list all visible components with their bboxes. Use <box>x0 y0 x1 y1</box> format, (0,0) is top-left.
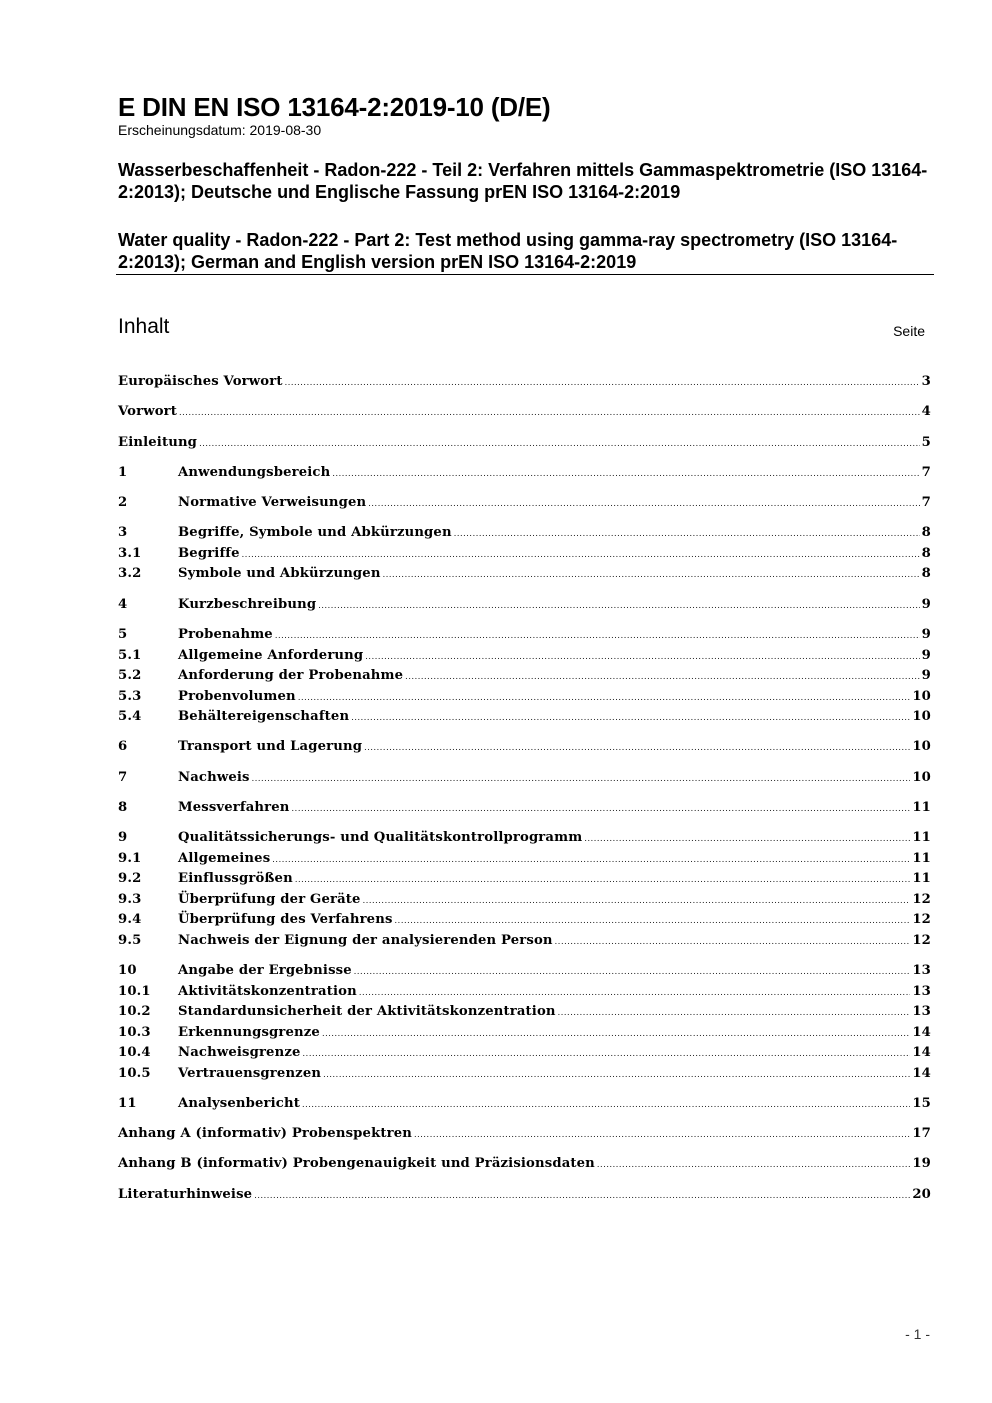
toc-entry-page[interactable]: 13 <box>912 983 931 999</box>
toc-dot-leader <box>252 769 911 790</box>
toc-dot-leader <box>298 688 911 709</box>
publication-date: Erscheinungsdatum: 2019-08-30 <box>118 122 322 138</box>
toc-entry-number: 9.1 <box>118 850 142 866</box>
toc-entry-title[interactable]: Nachweis <box>178 769 250 785</box>
toc-dot-leader <box>354 962 911 983</box>
toc-entry-title[interactable]: Analysenbericht <box>178 1095 300 1111</box>
toc-entry[interactable] <box>118 931 931 952</box>
toc-dot-leader <box>555 932 911 953</box>
toc-entry[interactable] <box>118 828 931 849</box>
toc-entry-page[interactable]: 9 <box>921 647 931 663</box>
toc-entry-number: 10.2 <box>118 1004 151 1020</box>
toc-dot-leader <box>179 403 920 424</box>
toc-entry[interactable] <box>118 666 931 687</box>
toc-heading: Inhalt <box>118 315 170 338</box>
toc-dot-leader <box>199 434 920 455</box>
toc-entry[interactable] <box>118 890 931 911</box>
toc-entry[interactable] <box>118 1064 931 1085</box>
toc-dot-leader <box>365 647 919 668</box>
toc-entry[interactable] <box>118 595 931 616</box>
toc-entry-page[interactable]: 5 <box>921 434 931 450</box>
toc-entry-number: 10.5 <box>118 1065 151 1081</box>
toc-entry-number: 10 <box>118 963 137 979</box>
toc-entry-number: 3 <box>118 525 128 541</box>
toc-entry-number: 8 <box>118 799 128 815</box>
toc-entry-page[interactable]: 8 <box>921 566 931 582</box>
toc-entry-title[interactable]: Einleitung <box>118 434 198 450</box>
toc-entry-title[interactable]: Standardunsicherheit der Aktivitätskonzentration <box>178 1004 556 1020</box>
toc-entry[interactable] <box>118 523 931 544</box>
toc-entry[interactable] <box>118 687 931 708</box>
toc-entry-number: 3.1 <box>118 545 142 561</box>
toc-entry-page[interactable]: 11 <box>912 871 931 887</box>
toc-entry[interactable] <box>118 625 931 646</box>
toc-entry[interactable] <box>118 737 931 758</box>
toc-entry-title[interactable]: Anhang B (informativ) Probengenauigkeit und Präzisionsdaten <box>118 1156 595 1172</box>
toc-dot-leader <box>363 891 911 912</box>
toc-entry[interactable] <box>118 1124 931 1145</box>
toc-dot-leader <box>272 850 910 871</box>
toc-entry-number: 5.2 <box>118 668 142 684</box>
toc-entry-page[interactable]: 12 <box>912 932 931 948</box>
toc-entry[interactable] <box>118 493 931 514</box>
page-number: - 1 - <box>905 1326 930 1342</box>
toc-entry-page[interactable]: 14 <box>912 1065 931 1081</box>
document-id-title: E DIN EN ISO 13164-2:2019-10 (D/E) <box>118 92 551 122</box>
toc-entry-number: 5.3 <box>118 688 142 704</box>
toc-entry-title[interactable]: Einflussgrößen <box>178 871 293 887</box>
table-of-contents <box>118 372 931 1205</box>
toc-entry-page[interactable]: 14 <box>912 1024 931 1040</box>
toc-entry[interactable] <box>118 768 931 789</box>
toc-dot-leader <box>242 545 920 566</box>
toc-dot-leader <box>332 464 919 485</box>
toc-entry-page[interactable]: 4 <box>921 404 931 420</box>
toc-entry-page[interactable]: 10 <box>912 739 931 755</box>
toc-entry-number: 9.3 <box>118 891 142 907</box>
toc-entry-title[interactable]: Symbole und Abkürzungen <box>178 566 381 582</box>
toc-dot-leader <box>558 1003 911 1024</box>
toc-entry-number: 5.4 <box>118 709 142 725</box>
toc-entry-number: 9.4 <box>118 912 142 928</box>
toc-entry-title[interactable]: Allgemeine Anforderung <box>178 647 364 663</box>
german-title: Wasserbeschaffenheit - Radon-222 - Teil 2: Verfahren mittels Gammaspektrometrie (ISO 13164-2:2013); Deutsche und Englische Fassung prEN ISO 13164-2:2019 <box>118 160 928 202</box>
toc-entry-number: 6 <box>118 739 128 755</box>
toc-dot-leader <box>359 983 911 1004</box>
toc-entry-number: 10.3 <box>118 1024 151 1040</box>
toc-dot-leader <box>275 626 920 647</box>
toc-entry-number: 4 <box>118 596 128 612</box>
toc-dot-leader <box>364 738 910 759</box>
toc-entry[interactable] <box>118 910 931 931</box>
toc-entry-number: 9 <box>118 830 128 846</box>
toc-entry-number: 5.1 <box>118 647 142 663</box>
toc-entry-title[interactable]: Angabe der Ergebnisse <box>178 963 352 979</box>
toc-entry-page[interactable]: 11 <box>912 799 931 815</box>
toc-entry-page[interactable]: 13 <box>912 963 931 979</box>
toc-entry-number: 10.4 <box>118 1045 151 1061</box>
toc-entry-number: 11 <box>118 1095 137 1111</box>
toc-entry[interactable] <box>118 402 931 423</box>
toc-entry-title[interactable]: Behältereigenschaften <box>178 709 350 725</box>
toc-dot-leader <box>295 870 911 891</box>
toc-entry-page[interactable]: 9 <box>921 596 931 612</box>
toc-entry-page[interactable]: 8 <box>921 545 931 561</box>
toc-entry-page[interactable]: 13 <box>912 1004 931 1020</box>
toc-dot-leader <box>597 1155 910 1176</box>
toc-entry[interactable] <box>118 1094 931 1115</box>
toc-entry-title[interactable]: Anwendungsbereich <box>178 464 331 480</box>
toc-dot-leader <box>368 494 919 515</box>
toc-entry-page[interactable]: 11 <box>912 850 931 866</box>
toc-entry-title[interactable]: Qualitätssicherungs- und Qualitätskontrollprogramm <box>178 830 583 846</box>
toc-entry[interactable] <box>118 869 931 890</box>
toc-entry[interactable] <box>118 1023 931 1044</box>
toc-dot-leader <box>292 799 911 820</box>
toc-dot-leader <box>405 667 920 688</box>
toc-entry-number: 10.1 <box>118 983 151 999</box>
toc-entry-page[interactable]: 20 <box>912 1186 931 1202</box>
toc-entry[interactable] <box>118 707 931 728</box>
toc-entry[interactable] <box>118 849 931 870</box>
toc-entry-page[interactable]: 9 <box>921 668 931 684</box>
toc-entry-title[interactable]: Normative Verweisungen <box>178 495 367 511</box>
toc-entry-title[interactable]: Kurzbeschreibung <box>178 596 317 612</box>
toc-entry[interactable] <box>118 463 931 484</box>
toc-dot-leader <box>584 829 910 850</box>
toc-entry-title[interactable]: Messverfahren <box>178 799 290 815</box>
toc-dot-leader <box>303 1044 911 1065</box>
toc-dot-leader <box>351 708 910 729</box>
toc-entry[interactable] <box>118 564 931 585</box>
toc-entry-page[interactable]: 3 <box>921 374 931 389</box>
toc-page-column-label: Seite <box>893 323 925 339</box>
toc-entry-title[interactable]: Literaturhinweise <box>118 1186 253 1202</box>
toc-entry-title[interactable]: Anforderung der Probenahme <box>178 668 404 684</box>
toc-entry[interactable] <box>118 372 931 393</box>
toc-dot-leader <box>395 911 911 932</box>
toc-entry-number: 3.2 <box>118 566 142 582</box>
toc-entry-page[interactable]: 12 <box>912 912 931 928</box>
toc-entry-number: 7 <box>118 769 128 785</box>
toc-entry-page[interactable]: 10 <box>912 688 931 704</box>
toc-entry-title[interactable]: Europäisches Vorwort <box>118 374 283 389</box>
toc-entry-title[interactable]: Aktivitätskonzentration <box>178 983 357 999</box>
toc-entry-title[interactable]: Transport und Lagerung <box>178 739 363 755</box>
toc-dot-leader <box>323 1065 910 1086</box>
toc-entry[interactable] <box>118 646 931 667</box>
toc-entry-number: 5 <box>118 627 128 643</box>
toc-entry[interactable] <box>118 1043 931 1064</box>
toc-entry-page[interactable]: 11 <box>912 830 931 846</box>
toc-entry-page[interactable]: 7 <box>921 464 931 480</box>
toc-entry[interactable] <box>118 1185 931 1206</box>
toc-entry-number: 9.2 <box>118 871 142 887</box>
toc-entry[interactable] <box>118 433 931 454</box>
toc-entry-title[interactable]: Anhang A (informativ) Probenspektren <box>118 1126 412 1142</box>
toc-entry-title[interactable]: Begriffe <box>178 545 240 561</box>
toc-dot-leader <box>322 1024 910 1045</box>
toc-dot-leader <box>454 524 920 545</box>
toc-dot-leader <box>383 565 920 586</box>
toc-entry[interactable] <box>118 961 931 982</box>
toc-dot-leader <box>254 1186 910 1207</box>
toc-entry-title[interactable]: Vorwort <box>118 404 178 420</box>
toc-dot-leader <box>318 596 919 617</box>
toc-entry-page[interactable]: 12 <box>912 891 931 907</box>
toc-entry-page[interactable]: 7 <box>921 495 931 511</box>
english-title: Water quality - Radon-222 - Part 2: Test method using gamma-ray spectrometry (ISO 13164-2:2013); German and English version prEN ISO 13164-2:2019 <box>118 230 898 272</box>
toc-entry-page[interactable]: 17 <box>912 1126 931 1142</box>
title-divider <box>116 274 934 275</box>
toc-dot-leader <box>285 373 920 394</box>
toc-entry-title[interactable]: Nachweis der Eignung der analysierenden Person <box>178 932 553 948</box>
toc-entry-page[interactable]: 15 <box>912 1095 931 1111</box>
toc-entry[interactable] <box>118 798 931 819</box>
toc-entry-number: 1 <box>118 464 128 480</box>
toc-entry-title[interactable]: Vertrauensgrenzen <box>178 1065 322 1081</box>
toc-entry-page[interactable]: 9 <box>921 627 931 643</box>
toc-entry-page[interactable]: 8 <box>921 525 931 541</box>
toc-entry-title[interactable]: Allgemeines <box>178 850 271 866</box>
toc-dot-leader <box>414 1125 910 1146</box>
toc-entry-title[interactable]: Überprüfung des Verfahrens <box>178 912 393 928</box>
toc-entry-number: 2 <box>118 495 128 511</box>
toc-entry-page[interactable]: 14 <box>912 1045 931 1061</box>
toc-entry[interactable] <box>118 1002 931 1023</box>
toc-entry-title[interactable]: Begriffe, Symbole und Abkürzungen <box>178 525 452 541</box>
toc-entry-title[interactable]: Probenvolumen <box>178 688 296 704</box>
toc-entry-page[interactable]: 19 <box>912 1156 931 1172</box>
toc-entry-title[interactable]: Überprüfung der Geräte <box>178 891 361 907</box>
toc-entry-title[interactable]: Probenahme <box>178 627 273 643</box>
toc-dot-leader <box>302 1095 910 1116</box>
toc-entry-number: 9.5 <box>118 932 142 948</box>
toc-entry[interactable] <box>118 544 931 565</box>
toc-entry[interactable] <box>118 982 931 1003</box>
toc-entry-page[interactable]: 10 <box>912 709 931 725</box>
toc-entry-title[interactable]: Nachweisgrenze <box>178 1045 301 1061</box>
toc-entry-title[interactable]: Erkennungsgrenze <box>178 1024 320 1040</box>
toc-entry[interactable] <box>118 1154 931 1175</box>
toc-entry-page[interactable]: 10 <box>912 769 931 785</box>
